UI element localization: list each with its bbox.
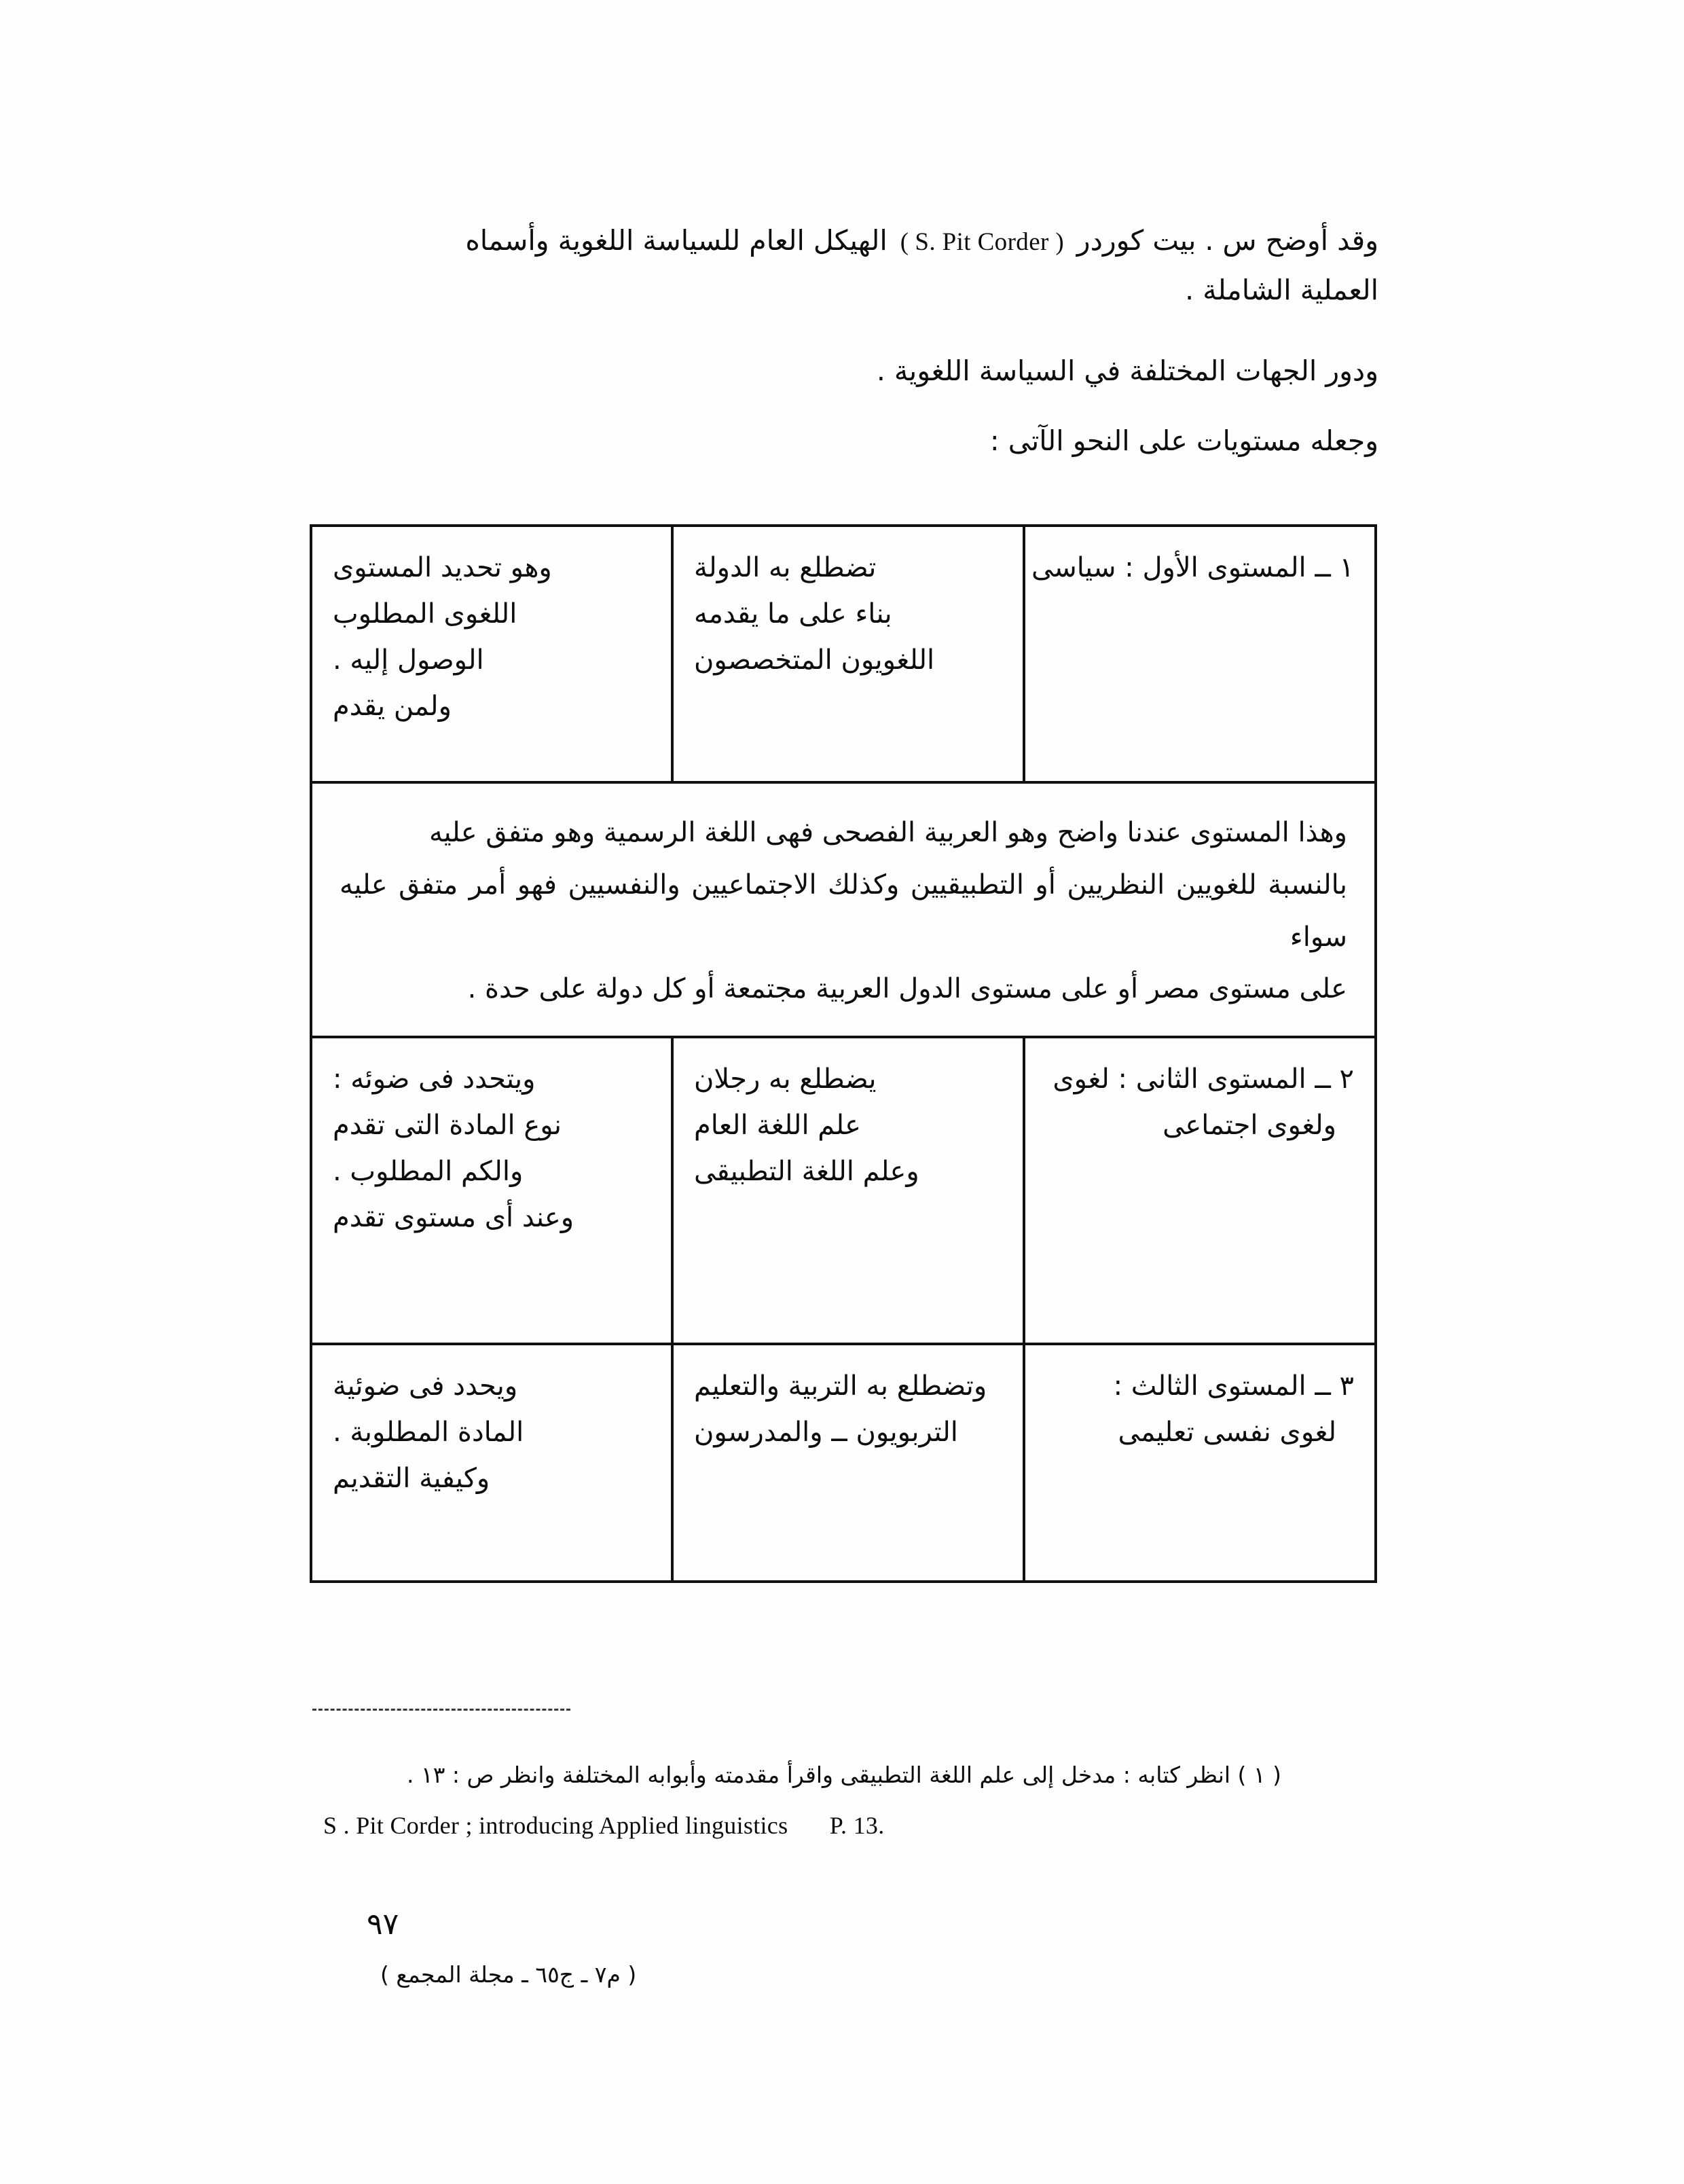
corder-name-latin: ( S. Pit Corder ) [900,228,1064,256]
table-cell-actor-1 [672,526,1024,782]
detail-2-line-1: ويتحدد فى ضوئه : [333,1063,536,1095]
level-3-line-2: لغوى نفسى تعليمى [1118,1417,1336,1449]
footnote-separator-rule [312,1709,570,1711]
table-row [311,1037,1376,1344]
note-line-3: على مستوى مصر أو على مستوى الدول العربية مجتمعة أو كل دولة على حدة . [467,973,1347,1005]
table-cell-detail-2 [311,1037,672,1344]
level-3-line-1: ٣ ــ المستوى الثالث : [1113,1370,1354,1402]
footnote-block [311,1758,1377,1840]
intro-paragraph-1-before: وقد أوضح س . بيت كوردر [1076,224,1378,257]
table-row [311,782,1376,1037]
footnote-english-citation: S . Pit Corder ; introducing Applied linguistics [323,1811,788,1839]
detail-2-line-2: نوع المادة التى تقدم [333,1110,562,1142]
detail-3-line-3: وكيفية التقديم [333,1463,490,1495]
level-2-line-2: ولغوى اجتماعى [1163,1110,1336,1142]
table-row [311,1344,1376,1582]
actor-1-line-1: تضطلع به الدولة [694,552,877,583]
table-row [311,526,1376,782]
table-cell-actor-2 [672,1037,1024,1344]
intro-paragraph-1-line2: العملية الشاملة . [1185,273,1378,306]
detail-3-line-2: المادة المطلوبة . [333,1417,524,1449]
table-cell-note [311,782,1376,1037]
intro-text-block [306,216,1378,466]
intro-paragraph-2: ودور الجهات المختلفة في السياسة اللغوية . [876,354,1378,387]
actor-3-line-2: التربويون ــ والمدرسون [694,1417,958,1449]
intro-paragraph-3: وجعله مستويات على النحو الآتى : [989,424,1378,457]
note-line-1: وهذا المستوى عندنا واضح وهو العربية الفصحى فهى اللغة الرسمية وهو متفق عليه [429,817,1347,848]
page-signature-mark: ( م٧ ـ ج٦٥ ـ مجلة المجمع ) [380,1961,637,1988]
table-cell-level-1 [1024,526,1376,782]
footnote-english-page: P. 13. [829,1811,885,1839]
actor-1-line-3: اللغويون المتخصصون [694,644,935,676]
detail-1-line-1: وهو تحديد المستوى [333,552,552,583]
footnote-arabic: ( ١ ) انظر كتابه : مدخل إلى علم اللغة التطبيقى واقرأ مقدمته وأبوابه المختلفة وانظر ص : ١٣ . [406,1762,1282,1788]
page-number: ٩٧ [367,1907,399,1942]
level-1-line-1: ١ ــ المستوى الأول : سياسى [1031,552,1354,583]
footnote-english [311,1811,1377,1840]
table-cell-level-3 [1024,1344,1376,1582]
language-policy-levels-table [310,524,1377,1583]
table-cell-actor-3 [672,1344,1024,1582]
detail-1-line-3: الوصول إليه . [333,644,484,676]
detail-1-line-4: ولمن يقدم [333,691,452,722]
actor-2-line-1: يضطلع به رجلان [694,1063,877,1095]
detail-3-line-1: ويحدد فى ضوئية [333,1370,518,1402]
intro-paragraph-1 [306,216,1378,315]
actor-2-line-3: وعلم اللغة التطبيقى [694,1156,919,1188]
actor-2-line-2: علم اللغة العام [694,1110,861,1142]
intro-paragraph-1-after: الهيكل العام للسياسة اللغوية وأسماه [465,224,887,257]
table-cell-detail-1 [311,526,672,782]
actor-3-line-1: وتضطلع به التربية والتعليم [694,1370,987,1402]
actor-1-line-2: بناء على ما يقدمه [694,598,892,630]
table-cell-detail-3 [311,1344,672,1582]
level-2-line-1: ٢ ــ المستوى الثانى : لغوى [1052,1063,1354,1095]
table-cell-level-2 [1024,1037,1376,1344]
detail-2-line-4: وعند أى مستوى تقدم [333,1202,574,1234]
note-line-2: بالنسبة للغويين النظريين أو التطبيقيين وكذلك الاجتماعيين والنفسيين فهو أمر متفق عليه سواء [340,869,1347,953]
detail-2-line-3: والكم المطلوب . [333,1156,524,1188]
detail-1-line-2: اللغوى المطلوب [333,598,517,630]
